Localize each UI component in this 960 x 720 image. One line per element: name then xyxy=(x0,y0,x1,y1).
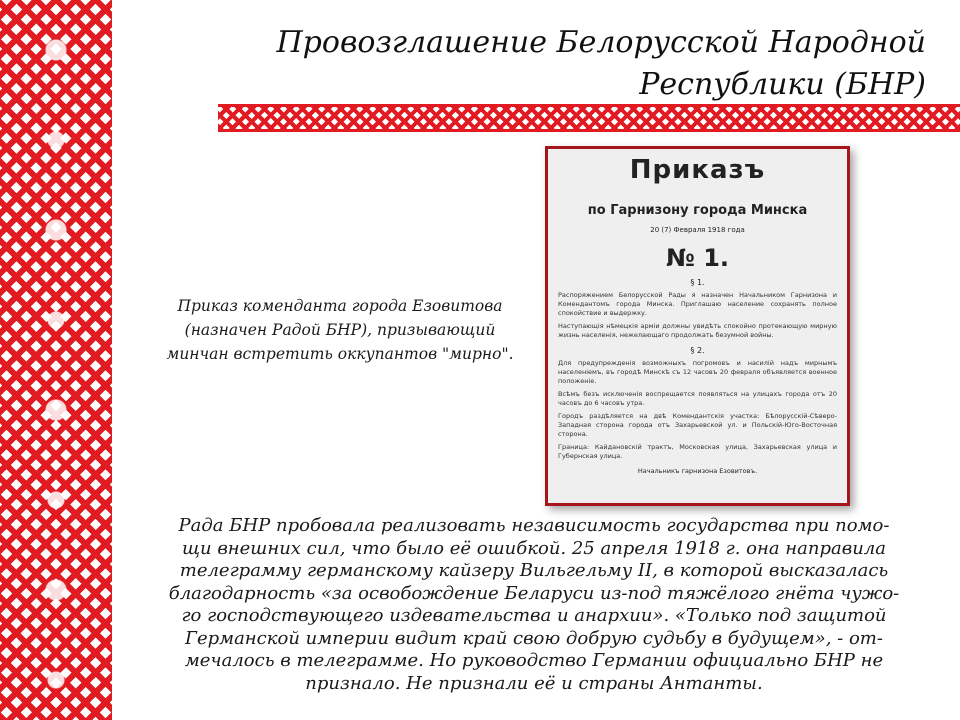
caption-line: минчан встретить оккупантов "мирно". xyxy=(166,345,514,363)
body-paragraph xyxy=(128,515,940,695)
caption-line: Приказ коменданта города Езовитова xyxy=(177,297,503,315)
image-caption xyxy=(140,294,540,366)
historical-document-image xyxy=(545,146,850,506)
document-paragraph: Граница: Кайдановскій трактъ, Московская улица, Захарьевская улица и Губернская улица. xyxy=(558,443,837,460)
body-line: го господствующего издевательства и анархии». «Только под защитой xyxy=(181,605,887,626)
document-number: № 1. xyxy=(665,244,730,272)
document-paragraph: Всѣмъ безъ исключенія воспрещается появляться на улицахъ города отъ 20 часовъ до 6 часовъ утра. xyxy=(558,390,837,407)
body-line: благодарность «за освобождение Беларуси из-под тяжёлого гнёта чужо- xyxy=(168,582,900,604)
document-heading: Приказъ xyxy=(629,155,766,185)
caption-line: (назначен Радой БНР), призывающий xyxy=(184,321,496,339)
document-section-1: § 1. xyxy=(690,278,705,287)
document-section-2: § 2. xyxy=(690,346,705,355)
document-subheading: по Гарнизону города Минска xyxy=(587,203,808,218)
body-line: Рада БНР пробовала реализовать независимость государства при помо- xyxy=(178,515,890,536)
page-title: Провозглашение Белорусской Народной Республики (БНР) xyxy=(276,25,926,102)
body-line: телеграмму германскому кайзеру Вильгельму II, в которой высказалась xyxy=(179,560,889,581)
body-line: мечалось в телеграмме. Но руководство Германии официально БНР не xyxy=(184,650,884,671)
ornament-divider xyxy=(218,104,960,132)
ornament-border-left xyxy=(0,0,112,720)
body-line: щи внешних сил, что было её ошибкой. 25 апреля 1918 г. она направила xyxy=(181,537,886,559)
document-paragraph: Наступающія нѣмецкія арміи должны увидѣть спокойно протекающую мирную жизнь населенія, нежелающаго продолжать безумной войны. xyxy=(558,322,837,339)
body-line: Германской империи видит край свою добрую судьбу в будущем», - от- xyxy=(185,627,883,649)
document-signature: Начальникъ гарнизона Езовитовъ. xyxy=(637,467,758,475)
document-paragraph: Городъ раздѣляется на двѣ Комендантскія участка: Бѣлорусскій-Сѣверо-Западная сторона города отъ Захарьевской ул. и Польскій-Юго-Восточная сторона. xyxy=(558,412,837,438)
document-paragraph: Для предупрежденія возможныхъ погромовъ и насилій надъ мирнымъ населеніемъ, въ городѣ Минскѣ съ 12 часовъ 20 февраля объявляется военное положеніе. xyxy=(558,359,837,385)
document-paragraph: Распоряжением Белорусской Рады я назначен Начальником Гарнизона и Комендантомъ города Минска. Приглашаю население сохранять полное спокойствие и выдержку. xyxy=(558,291,837,317)
body-line: признало. Не признали её и страны Антанты. xyxy=(305,672,763,694)
document-date: 20 (7) Февраля 1918 года xyxy=(650,226,745,234)
